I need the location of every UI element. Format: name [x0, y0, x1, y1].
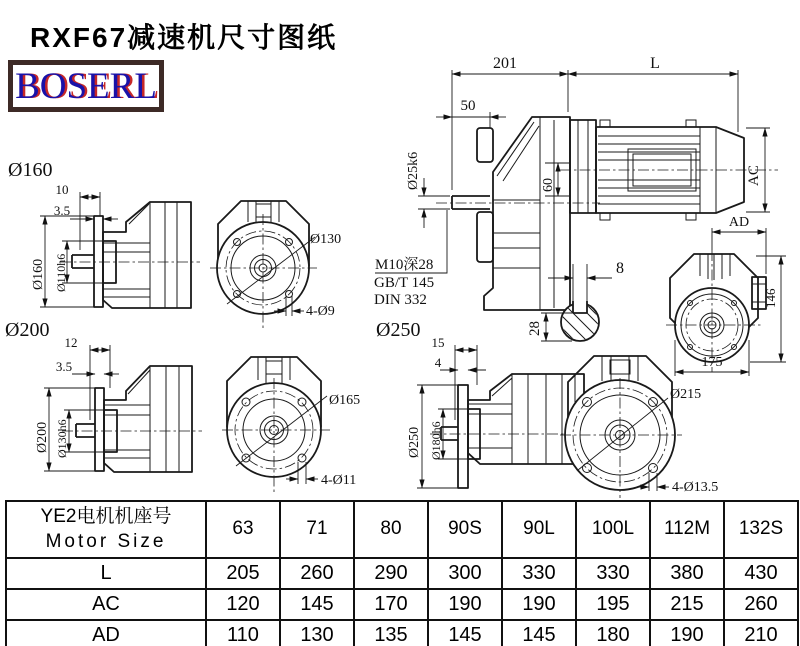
- cell: 430: [724, 558, 798, 589]
- cell: 330: [502, 558, 576, 589]
- cell: 290: [354, 558, 428, 589]
- cell: 145: [280, 589, 354, 620]
- cell: 190: [428, 589, 502, 620]
- dimension-table: [5, 500, 799, 646]
- dim-label: 15: [431, 335, 445, 350]
- dim-label: Ø25k6: [406, 151, 421, 190]
- cell: 330: [576, 558, 650, 589]
- dim-label: Ø180h6: [429, 421, 443, 460]
- flange200-front-view: [222, 357, 360, 492]
- dim-label: 10: [55, 182, 69, 197]
- cell: 120: [206, 589, 280, 620]
- table-row: [6, 620, 798, 646]
- flange250-side-view: [376, 319, 595, 488]
- row-label: L: [6, 558, 206, 589]
- size-col-header: 132S: [724, 501, 798, 558]
- dim-label: 3.5: [55, 359, 73, 374]
- flange200-side-view: [5, 319, 202, 472]
- shaft-key-section: [527, 260, 624, 346]
- page-title: RXF67减速机尺寸图纸: [30, 22, 338, 53]
- cell: 190: [650, 620, 724, 646]
- dim-label: Ø215: [670, 387, 702, 402]
- row-label: AD: [6, 620, 206, 646]
- flange160-front-view: [210, 201, 341, 330]
- size-col-header: 112M: [650, 501, 724, 558]
- size-col-header: 80: [354, 501, 428, 558]
- dim-label: Ø130: [310, 232, 342, 247]
- dim-label: Ø200: [35, 421, 50, 453]
- dim-label: 28: [527, 321, 543, 336]
- cell: 260: [724, 589, 798, 620]
- dim-label: 4-Ø13.5: [672, 480, 719, 495]
- motor-front-view: [666, 215, 786, 376]
- view-label: Ø200: [5, 319, 50, 341]
- cell: 145: [502, 620, 576, 646]
- dim-label: L: [650, 55, 660, 72]
- dim-label: Ø130h6: [55, 419, 69, 458]
- motor-size-header-en: Motor Size: [45, 530, 167, 552]
- dim-label: 4-Ø11: [321, 473, 357, 488]
- dim-label: 146: [763, 288, 778, 308]
- cell: 260: [280, 558, 354, 589]
- dim-label: 3.5: [53, 203, 71, 218]
- assembly-side-view: [374, 55, 778, 310]
- cell: 205: [206, 558, 280, 589]
- dim-label: Ø250: [407, 426, 422, 458]
- cell: 300: [428, 558, 502, 589]
- cell: 190: [502, 589, 576, 620]
- dim-label: AD: [728, 215, 750, 230]
- dim-label: Ø160: [31, 258, 46, 290]
- tap-note: M10深28: [375, 257, 434, 273]
- std-din: DIN 332: [374, 292, 427, 308]
- dim-label: 201: [493, 55, 517, 72]
- cell: 195: [576, 589, 650, 620]
- cell: 180: [576, 620, 650, 646]
- dim-label: 60: [541, 178, 556, 192]
- cell: 380: [650, 558, 724, 589]
- dim-label: 8: [616, 260, 624, 277]
- dim-label: 4: [434, 355, 442, 370]
- cell: 210: [724, 620, 798, 646]
- cell: 170: [354, 589, 428, 620]
- cell: 130: [280, 620, 354, 646]
- std-gb: GB/T 145: [374, 275, 435, 291]
- dim-label: Ø165: [329, 393, 361, 408]
- cell: 110: [206, 620, 280, 646]
- dim-label: 4-Ø9: [306, 304, 335, 319]
- dim-label: 50: [460, 98, 476, 114]
- view-label: Ø160: [8, 159, 53, 181]
- size-col-header: 100L: [576, 501, 650, 558]
- size-col-header: 71: [280, 501, 354, 558]
- size-col-header: 90L: [502, 501, 576, 558]
- table-header-row: [6, 501, 798, 558]
- dim-label: AC: [746, 165, 762, 186]
- size-col-header: 63: [206, 501, 280, 558]
- dim-label: 175: [701, 355, 723, 370]
- table-row: [6, 558, 798, 589]
- table-row: [6, 589, 798, 620]
- cell: 135: [354, 620, 428, 646]
- brand-logo-text: BOSERL: [15, 65, 157, 107]
- dim-label: 12: [64, 335, 78, 350]
- cell: 215: [650, 589, 724, 620]
- motor-size-header: [6, 501, 206, 558]
- view-label: Ø250: [376, 319, 421, 341]
- dim-label: Ø110h6: [54, 253, 68, 292]
- row-label: AC: [6, 589, 206, 620]
- motor-size-header-zh: YE2电机机座号: [40, 505, 172, 527]
- flange160-side-view: [8, 159, 200, 308]
- cell: 145: [428, 620, 502, 646]
- size-col-header: 90S: [428, 501, 502, 558]
